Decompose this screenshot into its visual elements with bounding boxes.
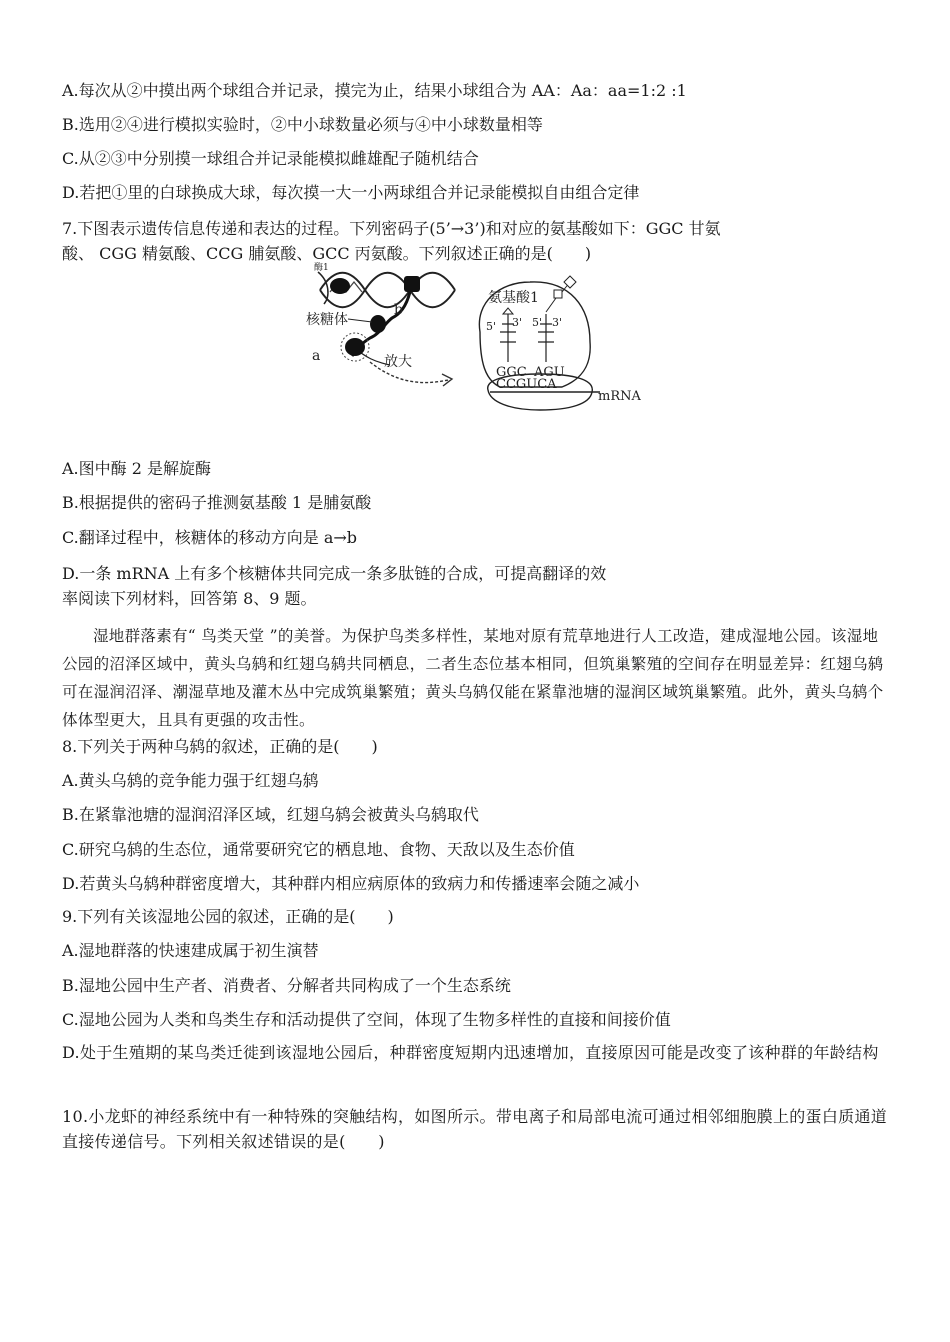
- amino-acid-diamond: [564, 276, 576, 288]
- q7-stem-line2: 酸、 CGG 精氨酸、CCG 脯氨酸、GCC 丙氨酸。下列叙述正确的是( ): [62, 244, 592, 263]
- prime-label-5-1: 5': [486, 320, 497, 333]
- q9-option-b: B.湿地公园中生产者、消费者、分解者共同构成了一个生态系统: [62, 976, 511, 995]
- q9-option-c: C.湿地公园为人类和鸟类生存和活动提供了空间，体现了生物多样性的直接和间接价值: [62, 1010, 671, 1029]
- q8-option-c: C.研究乌鸫的生态位，通常要研究它的栖息地、食物、天敌以及生态价值: [62, 840, 575, 859]
- q6-option-a: A.每次从②中摸出两个球组合并记录，摸完为止，结果小球组合为 AA：Aa：aa=1:2 :1: [62, 81, 687, 100]
- prime-label-5-2: 5': [532, 316, 543, 329]
- enzyme-1-label: 酶1: [314, 263, 329, 273]
- q7-figure: [300, 262, 660, 422]
- prime-label-3-2: 3': [552, 316, 563, 329]
- reading-passage: 湿地群落素有“ 鸟类天堂 ”的美誉。为保护鸟类多样性，某地对原有荒草地进行人工改造，建成湿地公园。该湿地公园的沼泽区域中，黄头乌鸫和红翅乌鸫共同栖息，二者生态位基本相同，但筑巢繁殖的空间存在明显差异：红翅乌鸫可在湿润沼泽、潮湿草地及灌木丛中完成筑巢繁殖；黄头乌鸫仅能在紧靠池塘的湿润区域筑巢繁殖。此外，黄头乌鸫个体体型更大，且具有更强的攻击性。: [62, 627, 884, 729]
- prime-label-3-1: 3': [512, 316, 523, 329]
- enzyme-2-block: [404, 276, 420, 292]
- q7-option-b: B.根据提供的密码子推测氨基酸 1 是脯氨酸: [62, 493, 372, 512]
- q7-option-d-line2: 率阅读下列材料，回答第 8、9 题。: [62, 589, 317, 608]
- anticodon-2: AGU: [534, 365, 565, 380]
- q9-option-a: A.湿地群落的快速建成属于初生演替: [62, 941, 319, 960]
- q8-stem: 8.下列关于两种乌鸫的叙述，正确的是( ): [62, 737, 378, 756]
- q7-option-a: A.图中酶 2 是解旋酶: [62, 459, 211, 478]
- q7-option-d-line1: D.一条 mRNA 上有多个核糖体共同完成一条多肽链的合成，可提高翻译的效: [62, 564, 607, 583]
- label-b: b: [394, 302, 403, 318]
- q7-stem-line1: 7.下图表示遗传信息传递和表达的过程。下列密码子(5’→3’)和对应的氨基酸如下：GGC 甘氨: [62, 219, 721, 238]
- q8-option-b: B.在紧靠池塘的湿润沼泽区域，红翅乌鸫会被黄头乌鸫取代: [62, 805, 479, 824]
- q6-option-b: B.选用②④进行模拟实验时，②中小球数量必须与④中小球数量相等: [62, 115, 543, 134]
- q9-stem: 9.下列有关该湿地公园的叙述，正确的是( ): [62, 907, 394, 926]
- amino-acid-1-label: 氨基酸1: [488, 290, 539, 306]
- q8-option-a: A.黄头乌鸫的竞争能力强于红翅乌鸫: [62, 771, 319, 790]
- mrna-label: mRNA: [598, 389, 641, 404]
- enzyme-1-blob: [330, 278, 350, 294]
- amino-acid-2: [554, 290, 562, 298]
- q6-option-d: D.若把①里的白球换成大球，每次摸一大一小两球组合并记录能模拟自由组合定律: [62, 183, 640, 202]
- q9-option-d: D.处于生殖期的某鸟类迁徙到该湿地公园后，种群密度短期内迅速增加，直接原因可能是改变了该种群的年龄结构: [62, 1043, 879, 1062]
- q8-option-d: D.若黄头乌鸫种群密度增大，其种群内相应病原体的致病力和传播速率会随之减小: [62, 874, 640, 893]
- q7-option-c: C.翻译过程中，核糖体的移动方向是 a→b: [62, 528, 358, 547]
- mrna-sequence: CCGUCA: [496, 377, 557, 392]
- ribosome-2: [345, 338, 365, 356]
- label-a: a: [312, 348, 321, 364]
- ribosome-1: [370, 315, 386, 333]
- anticodon-1: GGC: [496, 365, 527, 380]
- q6-option-c: C.从②③中分别摸一球组合并记录能模拟雌雄配子随机结合: [62, 149, 479, 168]
- zoom-label: 放大: [384, 354, 412, 370]
- q10-stem: 10.小龙虾的神经系统中有一种特殊的突触结构，如图所示。带电离子和局部电流可通过相邻细胞膜上的蛋白质通道直接传递信号。下列相关叙述错误的是( ): [62, 1107, 888, 1151]
- ribosome-label: 核糖体: [306, 312, 348, 328]
